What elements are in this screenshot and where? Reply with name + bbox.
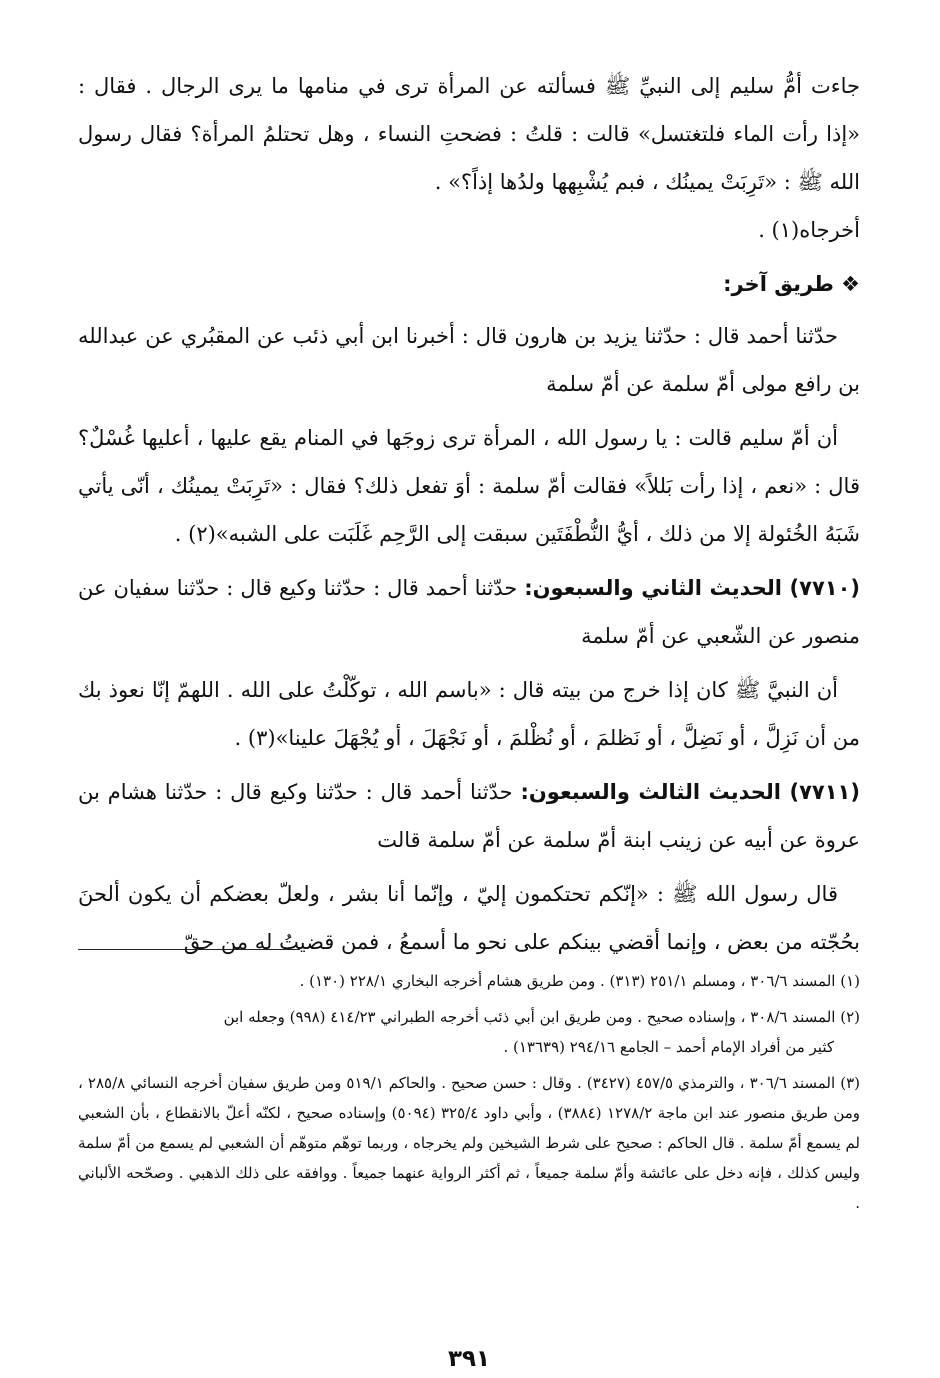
hadith-7710-chain: حدّثنا أحمد قال : حدّثنا وكيع قال : حدّثنا سفيان عن منصور عن الشّعبي عن أمّ سلمة bbox=[78, 576, 860, 648]
footnote-3: (٣) المسند ٣٠٦/٦ ، والترمذي ٤٥٧/٥ (٣٤٢٧) . وقال : حسن صحيح . والحاكم ٥١٩/١ ومن طريق سفيان أخرجه النسائي ٢٨٥/٨ ، ومن طريق منصور عند ابن ماجة ١٢٧٨/٢ (٣٨٨٤) ، وأبي داود ٣٢٥/٤ (٥٠٩٤) وإسناده صحيح ، لكنّه أعلّ بالانقطاع ، بأن الشعبي لم يسمع أمّ سلمة . قال الحاكم : صحيح على شرط الشيخين ولم يخرجاه ، وربما توهّم متوهّم أن الشعبي لم يسمع من أمّ سلمة وليس كذلك ، فإنه دخل على عائشة وأمّ سلمة جميعاً ، ثم أكثر الرواية عنهما جميعاً . ووافقه على ذلك الذهبي . وصحّحه الألباني . bbox=[78, 1074, 861, 1212]
hadith-7711-title: (٧٧١١) الحديث الثالث والسبعون: bbox=[520, 780, 860, 804]
hadith-7711-chain: حدّثنا أحمد قال : حدّثنا وكيع قال : حدّثنا هشام بن عروة عن أبيه عن زينب ابنة أمّ سلمة عن أمّ سلمة قالت bbox=[78, 780, 860, 852]
footnote-divider bbox=[78, 949, 300, 950]
paragraph-3: حدّثنا أحمد قال : حدّثنا يزيد بن هارون قال : أخبرنا ابن أبي ذئب عن المقبُري عن عبدالله بن رافع مولى أمّ سلمة عن أمّ سلمة bbox=[78, 324, 860, 396]
footnote-1: (١) المسند ٣٠٦/٦ ، ومسلم ٢٥١/١ (٣١٣) . ومن طريق هشام أخرجه البخاري ٢٢٨/١ (١٣٠) . bbox=[299, 972, 860, 990]
paragraph-2: أخرجاه(١) . bbox=[758, 218, 860, 242]
hadith-7710 bbox=[78, 564, 860, 660]
paragraph-8: قال رسول الله ﷺ : «إنّكم تحتكمون إليّ ، وإنّما أنا بشر ، ولعلّ بعضكم أن يكون ألحنَ بحُجّته من بعض ، وإنما أقضي بينكم على نحو ما أسمعُ ، فمن قضيتُ له من حقّ bbox=[78, 882, 860, 954]
page-number: ٣٩١ bbox=[447, 1346, 491, 1372]
paragraph-1: جاءت أمُّ سليم إلى النبيِّ ﷺ فسألته عن المرأة ترى في منامها ما يرى الرجال . فقال : «إذا رأت الماء فلتغتسل» قالت : قلتُ : فضحتِ النساء ، وهل تحتلمُ المرأة؟ فقال رسول الله ﷺ : «تَرِبَتْ يمينُك ، فبم يُشْبِهها ولدُها إذاً؟» . bbox=[78, 74, 860, 194]
paragraph-4: أن أمّ سليم قالت : يا رسول الله ، المرأة ترى زوجَها في المنام يقع عليها ، أعليها غُسْلٌ؟ قال : «نعم ، إذا رأت بَللاً» فقالت أمّ سلمة : أوَ تفعل ذلك؟ فقال : «تَرِبَتْ يمينُك ، أنّى يأتي شَبَهُ الخُئولة إلا من ذلك ، أيُّ النُّطْفَتَين سبقت إلى الرَّحِم غَلَبَت على الشبه»(٢) . bbox=[78, 426, 860, 546]
footnote-2-continued: كثير من أفراد الإمام أحمد – الجامع ٢٩٤/١٦ (١٣٦٣٩) . bbox=[503, 1038, 834, 1056]
main-text bbox=[78, 62, 860, 966]
hadith-7710-title: (٧٧١٠) الحديث الثاني والسبعون: bbox=[524, 576, 861, 600]
paragraph-6: أن النبيَّ ﷺ كان إذا خرج من بيته قال : «باسم الله ، توكّلْتُ على الله . اللهمّ إنّا نعوذ بك من أن نَزِلَّ ، أو نَضِلَّ ، أو نَظلمَ ، أو نُظْلمَ ، أو نَجْهَلَ ، أو يُجْهَلَ علينا»(٣) . bbox=[78, 678, 860, 750]
hadith-7711 bbox=[78, 768, 860, 864]
footnote-2: (٢) المسند ٣٠٨/٦ ، وإسناده صحيح . ومن طريق ابن أبي ذئب أخرجه الطبراني ٤١٤/٢٣ (٩٩٨) وجعله ابن bbox=[223, 1008, 860, 1026]
book-page bbox=[78, 62, 861, 1372]
footnotes bbox=[78, 966, 860, 1224]
section-heading: ❖ طريق آخر: bbox=[723, 272, 860, 296]
